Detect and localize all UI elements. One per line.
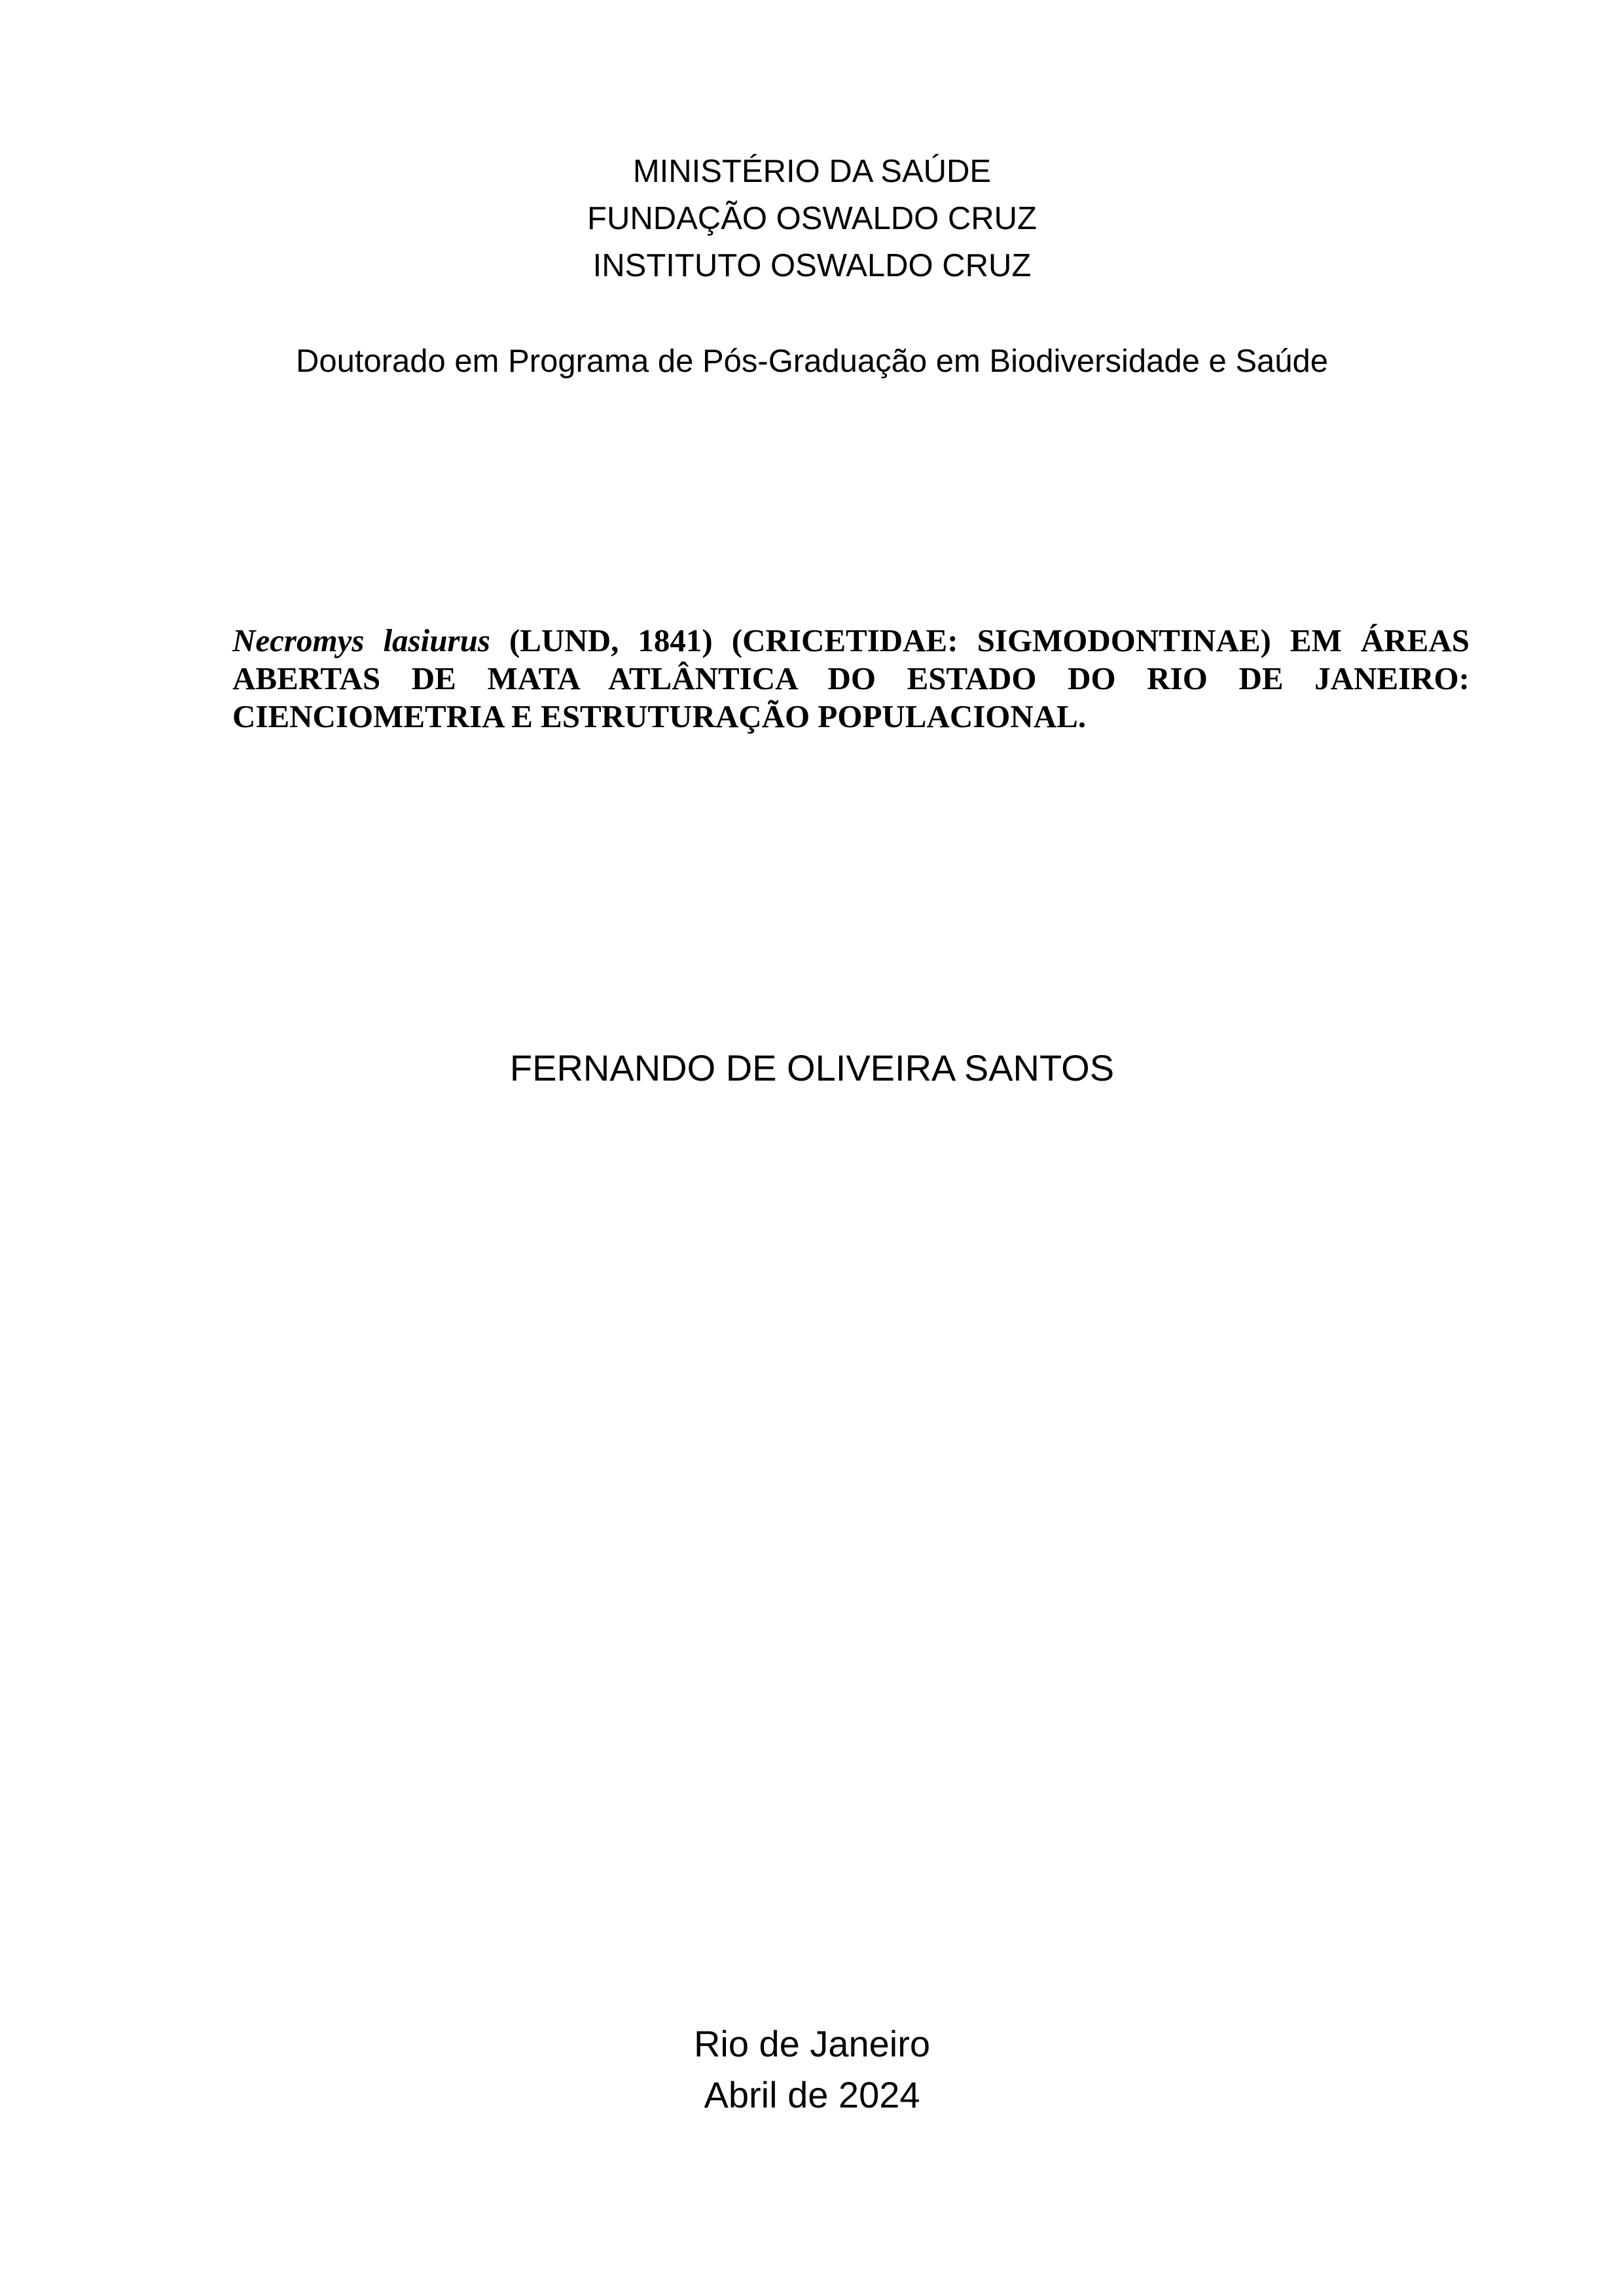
city: Rio de Janeiro: [693, 2023, 931, 2064]
place-and-date: [0, 2018, 1624, 2121]
thesis-title: [232, 622, 1470, 736]
foundation-name: FUNDAÇÃO OSWALDO CRUZ: [587, 201, 1037, 236]
institution-header: [0, 148, 1624, 289]
author-name: FERNANDO DE OLIVEIRA SANTOS: [509, 1047, 1115, 1088]
title-line-1-rest: (LUND, 1841) (CRICETIDAE: SIGMODONTINAE) EM ÁREAS: [490, 622, 1470, 658]
title-line-1: [232, 622, 1470, 660]
title-line-2: ABERTAS DE MATA ATLÂNTICA DO ESTADO DO RIO DE JANEIRO:: [232, 660, 1470, 696]
date: Abril de 2024: [704, 2074, 920, 2115]
ministry-name: MINISTÉRIO DA SAÚDE: [632, 154, 992, 189]
title-line-3: CIENCIOMETRIA E ESTRUTURAÇÃO POPULACIONAL.: [232, 698, 1087, 734]
institute-name: INSTITUTO OSWALDO CRUZ: [592, 248, 1032, 283]
species-name: Necromys lasiurus: [232, 622, 490, 658]
program-name: Doutorado em Programa de Pós-Graduação em Biodiversidade e Saúde: [295, 344, 1329, 379]
